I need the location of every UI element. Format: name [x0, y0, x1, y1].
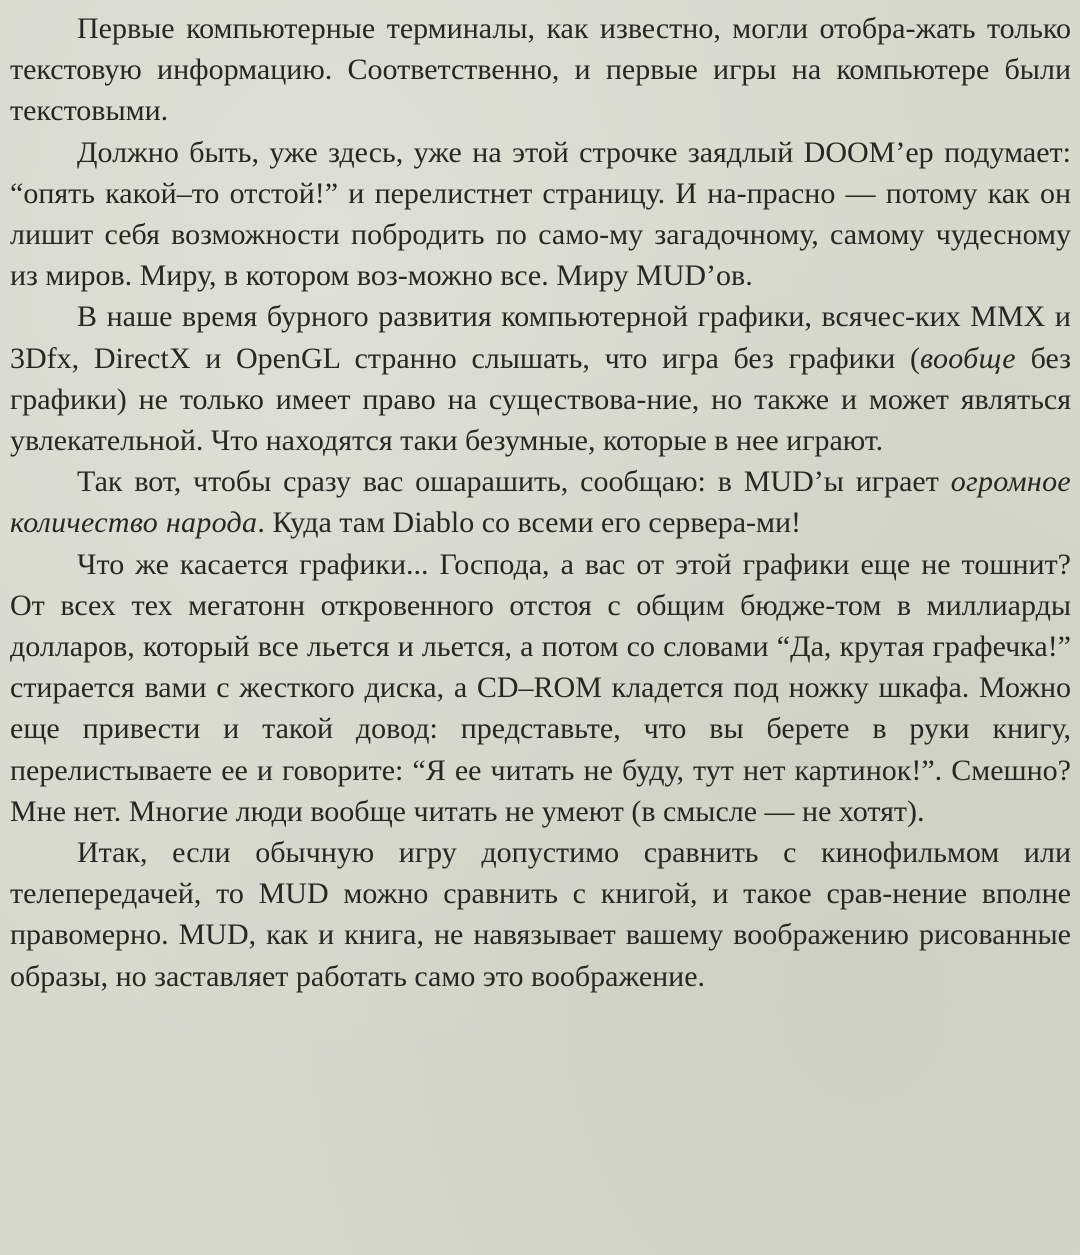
paragraph-4-text-b: . Куда там Diablo со всеми его сервера-ми! [257, 506, 802, 540]
paragraph-3-text-a: В наше время бурного развития компьютерной графики, всячес-ких MMX и 3Dfx, DirectX и OpenGL странно слышать, что игра без графики ( [10, 300, 1071, 375]
paragraph-4 [10, 461, 1071, 543]
paragraph-5 [10, 544, 1071, 832]
paragraph-5-text: Что же касается графики... Господа, а вас от этой графики еще не тошнит? От всех тех мегатонн откровенного отстоя с общим бюдже-том в миллиарды долларов, который все льется и льется, а потом со словами “Да, крутая графечка!” стирается вами с жесткого диска, а CD–ROM кладется под ножку шкафа. Можно еще привести и такой довод: представьте, что вы берете в руки книгу, перелистываете ее и говорите: “Я ее читать не буду, тут нет картинок!”. Смешно? Мне нет. Многие люди вообще читать не умеют (в смысле — не хотят). [10, 547, 1071, 828]
paragraph-2 [10, 132, 1071, 297]
paragraph-1-text: Первые компьютерные терминалы, как известно, могли отобра-жать только текстовую информацию. Соответственно, и первые игры на компьютере были текстовыми. [10, 12, 1071, 128]
paragraph-2-text: Должно быть, уже здесь, уже на этой строчке заядлый DOOM’ер подумает: “опять какой–то отстой!” и перелистнет страницу. И на-прасно — потому как он лишит себя возможности побродить по само-му загадочному, самому чудесному из миров. Миру, в котором воз-можно все. Миру MUD’ов. [10, 135, 1071, 293]
paragraph-4-emphasis: огромное количество народа [10, 465, 1071, 540]
paragraph-6-text: Итак, если обычную игру допустимо сравнить с кинофильмом или телепередачей, то MUD можно сравнить с книгой, и такое срав-нение вполне правомерно. MUD, как и книга, не навязывает вашему воображению рисованные образы, но заставляет работать само это воображение. [10, 836, 1071, 993]
paragraph-6 [10, 832, 1071, 997]
paragraph-1 [10, 8, 1071, 132]
paragraph-4-text-a: Так вот, чтобы сразу вас ошарашить, сообщаю: в MUD’ы играет [77, 465, 951, 499]
paragraph-3-emphasis: вообще [920, 341, 1016, 375]
paragraph-3-text-b: без графики) не только имеет право на существова-ние, но также и может являться увлекательной. Что находятся таки безумные, которые в нее играют. [10, 341, 1072, 458]
paragraph-3 [10, 296, 1071, 461]
